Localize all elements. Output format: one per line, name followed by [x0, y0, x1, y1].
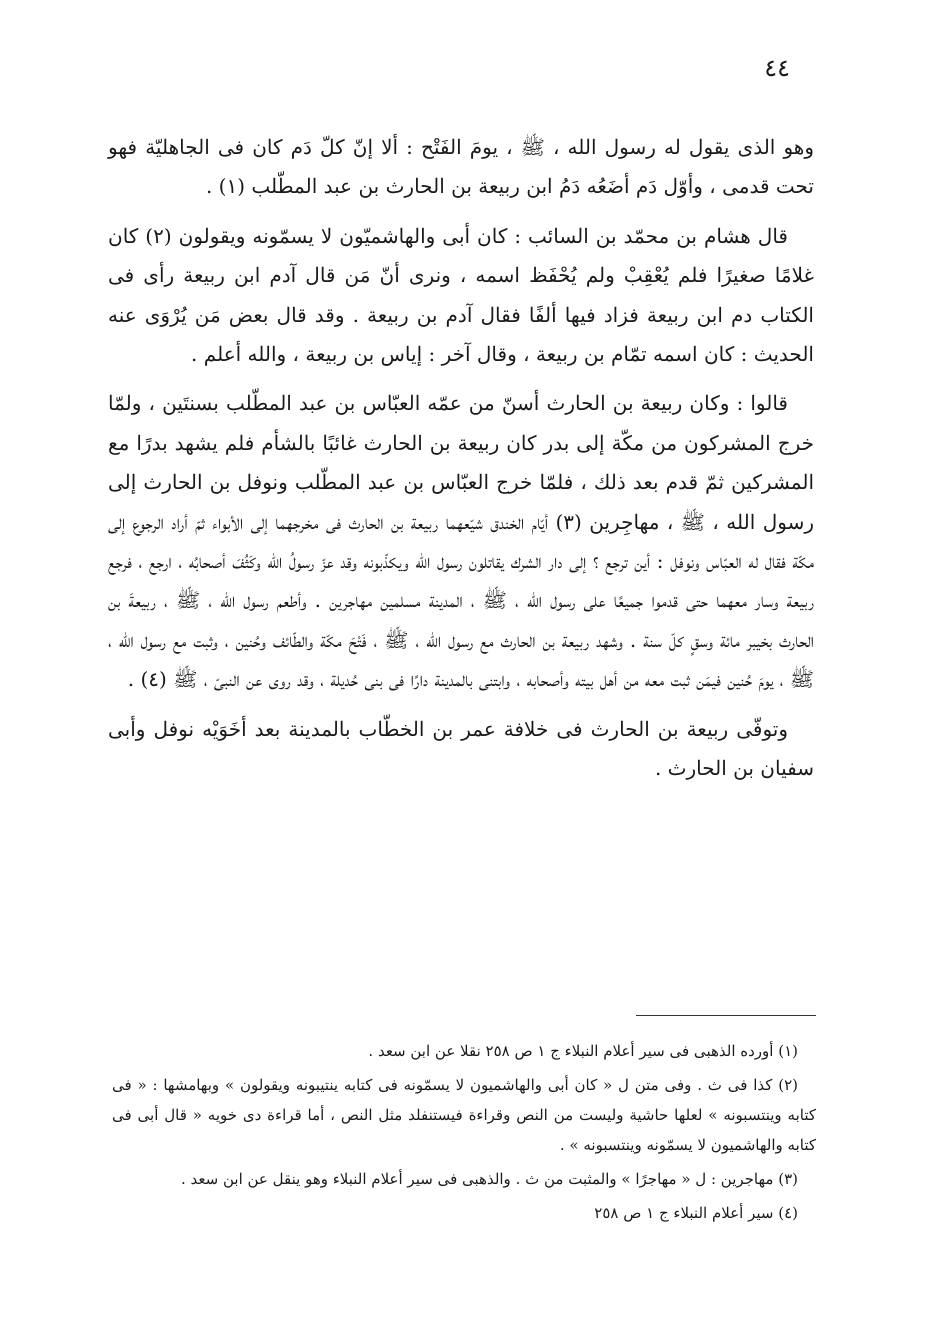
footnote-separator: [636, 1015, 816, 1016]
footnote: (٢) كذا فى ث . وفى متن ل « كان أبى والهاشميون لا يسمّونه فى كتابه ينتيبونه ويقولون » وبهامشها : « فى كتابه وينتسبونه » لعلها حاشية وليست من النص وقراءة فيستنفلد مثل النص ، أما قراءة دى خويه « قال أبى فى كتابه والهاشميون لا يسمّونه وينتسبونه » .: [112, 1076, 816, 1154]
main-text: [108, 128, 814, 789]
paragraph: وهو الذى يقول له رسول الله ، ﷺ ، يومَ الفَتْح : ألا إنّ كلّ دَم كان فى الجاهليّة فهو تحت قدمى ، وأوّل دَم أضَعُه دَمُ ابن ربيعة بن الحارث بن عبد المطّلب (١) .: [108, 135, 814, 199]
page-number: ٤٤: [764, 54, 790, 82]
footnote: (٤) سير أعلام النبلاء ج ١ ص ٢٥٨: [594, 1204, 798, 1222]
paragraph: قال هشام بن محمّد بن السائب : كان أبى والهاشميّون لا يسمّونه ويقولون (٢) كان غلامًا صغيرًا فلم يُعْقِبْ ولم يُحْفَظ اسمه ، ونرى أنّ مَن قال آدم ابن ربيعة رأى فى الكتاب دم ابن ربيعة فزاد فيها ألفًا فقال آدم بن ربيعة . وقد قال بعض مَن يُرْوَى عنه الحديث : كان اسمه تمّام بن ربيعة ، وقال آخر : إياس بن ربيعة ، والله أعلم .: [108, 223, 814, 367]
footnotes: [112, 1036, 816, 1232]
footnote: (١) أورده الذهبى فى سير أعلام النبلاء ج ١ ص ٢٥٨ نقلا عن ابن سعد .: [368, 1042, 798, 1060]
paragraph: قالوا : وكان ربيعة بن الحارث أسنّ من عمّه العبّاس بن عبد المطّلب بسنتَين ، ولمّا خرج المشركون من مكّة إلى بدر كان ربيعة بن الحارث غائبًا بالشأم فلم يشهد بدرًا مع المشركين ثمّ قدم بعد ذلك ، فلمّا خرج العبّاس بن عبد المطّلب ونوفل بن الحارث إلى رسول الله ، ﷺ ، مهاجِرين (٣) أيّام الخندق شيّعهما ربيعة بن الحارث فى مخرجهما إلى الأبواء ثمّ أراد الرجوع إلى مكّة فقال له العبّاس ونوفل : أين ترجع ؟ إلى دار الشرك يقاتلون رسول الله ويكذّبونه وقد عزّ رسولُ الله وكَثُفَ أصحابُه ، ارجع ، فرجع ربيعة وسار معهما حتى قدموا جميعًا على رسول الله ، ﷺ ، المدينة مسلمين مهاجرين . وأطعم رسول الله ، ﷺ ، ربيعةَ بن الحارث بخيبر مائة وسقٍ كلّ سنة . وشهد ربيعة بن الحارث مع رسول الله ، ﷺ ، فَتْحَ مكّة والطّائف وحُنين ، وثبت مع رسول الله ، ﷺ ، يومَ حُنين فيمَن ثبت معه من أهل بيته وأصحابه ، وابتنى بالمدينة دارًا فى بنى حُديلة ، وقد روى عن النبىّ ، ﷺ (٤) .: [108, 391, 815, 692]
paragraph: وتوفّى ربيعة بن الحارث فى خلافة عمر بن الخطّاب بالمدينة بعد أخَوَيْه نوفل وأبى سفيان بن الحارث .: [108, 716, 814, 781]
footnote: (٣) مهاجرين : ل « مهاجرًا » والمثبت من ث . والذهبى فى سير أعلام النبلاء وهو ينقل عن ابن سعد .: [181, 1170, 798, 1188]
